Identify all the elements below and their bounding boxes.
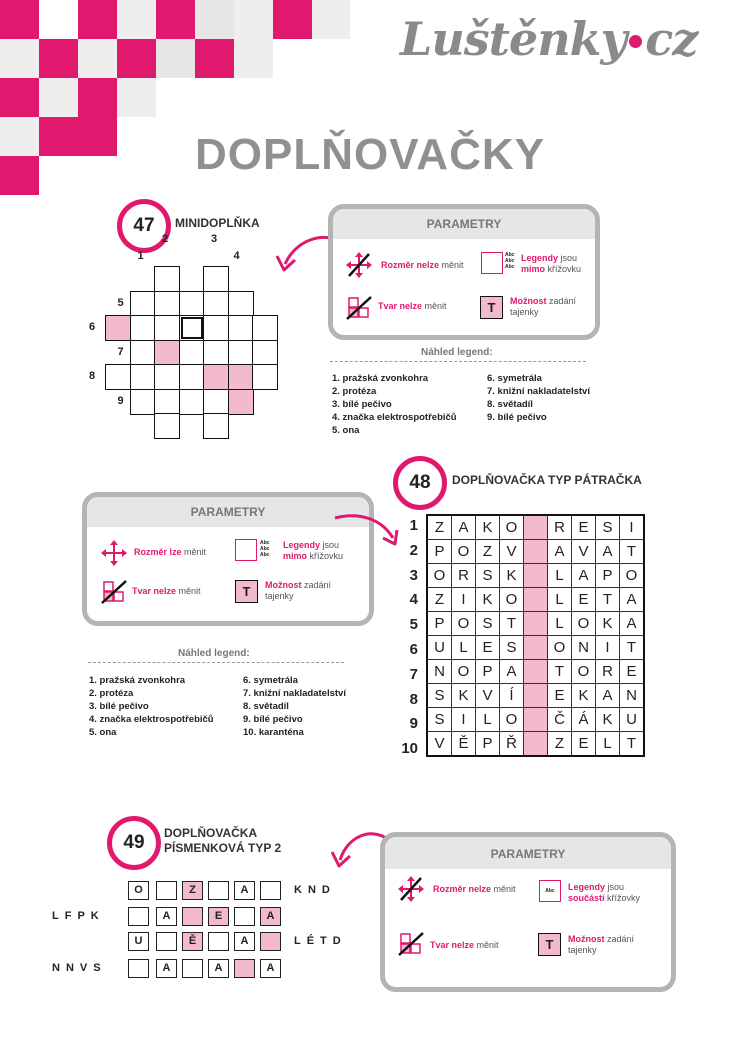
clue-number: 5 (117, 296, 124, 309)
grid-cell[interactable] (154, 291, 180, 317)
left-letters: LFPK (52, 910, 105, 922)
letter-box[interactable] (128, 932, 149, 951)
puzzle-48-number: 48 (393, 456, 447, 510)
row-number: 2 (409, 541, 418, 559)
letter-cell[interactable] (524, 515, 548, 540)
no-resize-icon (346, 252, 372, 278)
grid-cell[interactable] (130, 291, 156, 317)
param-shape: Tvar nelze měnit (430, 940, 499, 950)
letter-cell[interactable] (524, 660, 548, 684)
checker-square (0, 78, 39, 117)
brand-logo: Luštěnky cz (400, 12, 698, 66)
checker-square (234, 0, 273, 39)
checker-square (0, 39, 39, 78)
letter-cell[interactable]: P (427, 612, 452, 636)
box-letter: U (134, 935, 143, 947)
letter-cell[interactable] (524, 708, 548, 732)
letter-cell[interactable]: K (596, 612, 620, 636)
letter-box[interactable] (208, 932, 229, 951)
row-number: 4 (409, 591, 418, 609)
letter-cell[interactable]: S (476, 564, 500, 588)
letter-cell[interactable]: A (500, 660, 524, 684)
legend-item: 4. značka elektrospotřebičů (89, 714, 214, 725)
letter-cell[interactable]: E (572, 732, 596, 757)
checker-square (0, 0, 39, 39)
letter-box[interactable] (260, 932, 281, 951)
letter-cell[interactable]: T (548, 660, 572, 684)
grid-cell[interactable] (179, 340, 205, 366)
letter-box[interactable] (182, 907, 203, 926)
letter-cell[interactable]: V (476, 684, 500, 708)
letter-cell[interactable]: E (572, 588, 596, 612)
parameters-heading: PARAMETRY (333, 209, 595, 239)
letter-cell[interactable]: O (452, 612, 476, 636)
letter-cell[interactable]: E (572, 515, 596, 540)
letter-cell[interactable] (524, 588, 548, 612)
letter-cell[interactable]: P (476, 732, 500, 757)
box-letter: Z (189, 884, 196, 896)
box-letter: A (266, 962, 275, 974)
letter-cell[interactable]: I (452, 708, 476, 732)
letter-cell[interactable]: P (427, 540, 452, 564)
checker-square (78, 39, 117, 78)
letter-cell[interactable]: V (572, 540, 596, 564)
checker-square (156, 39, 195, 78)
letter-box[interactable] (128, 907, 149, 926)
letter-box[interactable] (234, 932, 255, 951)
letter-cell[interactable]: Á (572, 708, 596, 732)
letter-cell[interactable]: V (500, 540, 524, 564)
checker-square (39, 39, 78, 78)
letter-cell[interactable]: T (620, 540, 645, 564)
grid-cell[interactable] (228, 364, 254, 390)
legend-outside-icon (481, 252, 503, 274)
letter-box[interactable] (182, 959, 203, 978)
letter-cell[interactable]: A (596, 684, 620, 708)
letter-cell[interactable]: S (596, 515, 620, 540)
legend-preview-heading: Náhled legend: (178, 648, 250, 659)
letter-cell[interactable]: N (427, 660, 452, 684)
legend-item: 7. knižní nakladatelství (487, 386, 590, 397)
page-title: DOPLŇOVAČKY (195, 130, 545, 179)
letter-cell[interactable]: A (620, 612, 645, 636)
grid-cell[interactable] (130, 315, 156, 341)
letter-box[interactable] (208, 881, 229, 900)
param-shape: Tvar nelze měnit (378, 301, 447, 311)
letter-cell[interactable]: O (452, 540, 476, 564)
grid-cell[interactable] (130, 389, 156, 415)
clue-number: 3 (211, 233, 218, 245)
letter-box[interactable] (182, 932, 203, 951)
box-letter: A (240, 884, 249, 896)
grid-cell[interactable] (203, 413, 229, 439)
right-letters: KND (294, 884, 336, 896)
grid-cell[interactable] (203, 266, 229, 292)
legend-item: 5. ona (332, 425, 360, 436)
grid-cell[interactable] (154, 364, 180, 390)
letter-cell[interactable]: K (572, 684, 596, 708)
letter-cell[interactable]: A (572, 564, 596, 588)
table-row (427, 564, 644, 588)
letter-cell[interactable]: A (452, 515, 476, 540)
grid-cell[interactable] (252, 364, 278, 390)
letter-cell[interactable]: O (500, 515, 524, 540)
letter-box[interactable] (156, 932, 177, 951)
grid-cell[interactable] (203, 291, 229, 317)
table-row (427, 732, 644, 757)
row-number: 1 (409, 517, 418, 534)
param-legend: Legendy jsou mimo křížovku (521, 253, 582, 274)
letter-cell[interactable]: S (500, 636, 524, 660)
row-number: 7 (409, 665, 418, 683)
legend-list-left (332, 372, 457, 437)
table-row (427, 588, 644, 612)
letter-cell[interactable]: A (620, 588, 645, 612)
row-number: 5 (409, 616, 418, 634)
letter-cell[interactable] (524, 732, 548, 757)
letter-cell[interactable]: V (427, 732, 452, 757)
letter-cell[interactable]: L (548, 588, 572, 612)
checker-square (117, 78, 156, 117)
letter-cell[interactable]: I (452, 588, 476, 612)
letter-cell[interactable]: T (620, 732, 645, 757)
grid-cell[interactable] (130, 364, 156, 390)
secret-t-icon: T (538, 933, 561, 956)
param-legend: Legendy jsou mimo křížovku (283, 540, 344, 561)
grid-cell[interactable] (252, 315, 278, 341)
letter-box[interactable] (182, 881, 203, 900)
legend-item: 3. bílé pečivo (89, 701, 149, 712)
letter-cell[interactable]: Z (427, 588, 452, 612)
grid-cell[interactable] (154, 340, 180, 366)
letter-cell[interactable]: P (596, 564, 620, 588)
letter-cell[interactable]: O (572, 612, 596, 636)
letter-cell[interactable]: K (596, 708, 620, 732)
param-secret: Možnost zadání tajenky (265, 580, 332, 601)
param-secret: Možnost zadání tajenky (568, 934, 635, 955)
letter-cell[interactable]: I (620, 515, 645, 540)
param-secret: Možnost zadání tajenky (510, 296, 577, 317)
no-shape-change-icon (101, 580, 127, 604)
legend-item: 2. protéza (89, 688, 134, 699)
parameters-heading: PARAMETRY (385, 837, 671, 869)
clue-number: 9 (117, 394, 124, 407)
table-row (427, 515, 644, 540)
box-letter: A (162, 910, 171, 922)
letter-cell[interactable]: T (596, 588, 620, 612)
box-letter: A (162, 962, 171, 974)
letter-box[interactable] (260, 907, 281, 926)
grid-block (181, 317, 203, 339)
grid-cell[interactable] (154, 389, 180, 415)
letter-cell[interactable]: O (500, 708, 524, 732)
letter-cell[interactable]: T (500, 612, 524, 636)
puzzle-49-title: DOPLŇOVAČKA PÍSMENKOVÁ TYP 2 (164, 826, 282, 855)
puzzle-49-number: 49 (107, 816, 161, 870)
letter-cell[interactable]: L (548, 612, 572, 636)
box-letter: A (214, 962, 223, 974)
puzzle-48-title: DOPLŇOVAČKA TYP PÁTRAČKA (452, 473, 642, 487)
param-resize: Rozměr lze měnit (134, 547, 207, 557)
letter-cell[interactable] (524, 612, 548, 636)
letter-cell[interactable]: L (596, 732, 620, 757)
letter-cell[interactable]: O (452, 660, 476, 684)
legend-item: 3. bílé pečivo (332, 399, 392, 410)
puzzle-47-number: 47 (117, 199, 171, 253)
checker-square (312, 0, 350, 39)
letter-cell[interactable]: R (596, 660, 620, 684)
grid-cell[interactable] (154, 315, 180, 341)
letter-box[interactable] (156, 907, 177, 926)
checker-square (117, 0, 156, 39)
row-number: 8 (409, 690, 418, 708)
letter-cell[interactable] (524, 636, 548, 660)
letter-cell[interactable]: S (476, 612, 500, 636)
abc-labels: Abc Abc Abc (505, 252, 515, 270)
resize-icon (101, 540, 127, 566)
grid-cell[interactable] (203, 389, 229, 415)
abc-labels: Abc Abc Abc (260, 540, 270, 558)
letter-cell[interactable] (524, 540, 548, 564)
letter-box[interactable] (208, 907, 229, 926)
letter-cell[interactable]: L (452, 636, 476, 660)
row-number: 9 (409, 715, 418, 733)
legend-list-right (487, 372, 590, 424)
grid-cell[interactable] (154, 413, 180, 439)
letter-box[interactable] (260, 959, 281, 978)
letter-cell[interactable]: Ř (500, 732, 524, 757)
letter-cell[interactable]: U (427, 636, 452, 660)
letter-cell[interactable] (524, 564, 548, 588)
parameters-heading: PARAMETRY (87, 497, 369, 527)
box-letter: O (134, 884, 143, 896)
table-row (427, 540, 644, 564)
param-shape: Tvar nelze měnit (132, 586, 201, 596)
grid-cell[interactable] (252, 340, 278, 366)
no-shape-change-icon (398, 932, 424, 956)
letter-box[interactable] (234, 959, 255, 978)
table-row (427, 612, 644, 636)
clue-number: 8 (89, 370, 96, 382)
legend-item: 2. protéza (332, 386, 377, 397)
legend-item: 5. ona (89, 727, 117, 738)
checker-square (78, 0, 117, 39)
letter-cell[interactable]: Z (548, 732, 572, 757)
letter-cell[interactable]: P (476, 660, 500, 684)
grid-cell[interactable] (203, 315, 229, 341)
letter-cell[interactable]: E (476, 636, 500, 660)
clue-number: 4 (233, 249, 240, 262)
letter-cell[interactable]: T (620, 636, 645, 660)
letter-cell[interactable]: O (572, 660, 596, 684)
letter-cell[interactable]: E (548, 684, 572, 708)
letter-cell[interactable]: E (620, 660, 645, 684)
letter-cell[interactable]: K (500, 564, 524, 588)
checker-square (78, 78, 117, 117)
no-shape-change-icon (346, 296, 372, 320)
letter-box[interactable] (128, 881, 149, 900)
legend-item: 9. bílé pečivo (487, 412, 547, 423)
param-resize: Rozměr nelze měnit (381, 260, 464, 270)
letter-box[interactable] (128, 959, 149, 978)
secret-t-icon: T (480, 296, 503, 319)
box-letter: Ě (188, 935, 197, 947)
letter-box[interactable] (208, 959, 229, 978)
no-resize-icon (398, 876, 424, 902)
legend-item: 10. karanténa (243, 727, 304, 738)
checker-square (195, 0, 234, 39)
grid-cell[interactable] (228, 389, 254, 415)
arrow-icon (333, 508, 401, 548)
letter-cell[interactable]: O (427, 564, 452, 588)
legend-list-left (89, 674, 214, 739)
letter-cell[interactable]: Č (548, 708, 572, 732)
table-row (427, 660, 644, 684)
letter-cell[interactable]: K (476, 588, 500, 612)
table-row (427, 708, 644, 732)
grid-cell[interactable] (154, 266, 180, 292)
checker-square (117, 39, 156, 78)
grid-cell[interactable] (105, 315, 131, 341)
legend-item: 6. symetrála (243, 675, 298, 686)
table-row (427, 684, 644, 708)
letter-cell[interactable]: S (427, 684, 452, 708)
table-row (427, 636, 644, 660)
legend-item: 9. bílé pečivo (243, 714, 303, 725)
letter-cell[interactable]: I (596, 636, 620, 660)
param-legend: Legendy jsou součástí křížovky (568, 882, 641, 903)
letter-cell[interactable]: O (500, 588, 524, 612)
box-letter: A (266, 910, 275, 922)
letter-cell[interactable]: U (620, 708, 645, 732)
letter-cell[interactable]: S (427, 708, 452, 732)
letter-cell[interactable]: N (572, 636, 596, 660)
secret-t-icon: T (235, 580, 258, 603)
param-resize: Rozměr nelze měnit (433, 884, 516, 894)
legend-item: 8. světadíl (487, 399, 533, 410)
puzzle-49-parameters (380, 832, 676, 992)
patracka-table (426, 514, 645, 757)
letter-cell[interactable]: K (452, 684, 476, 708)
legend-item: 1. pražská zvonkohra (332, 373, 429, 384)
row-number: 6 (409, 641, 418, 658)
checker-square (39, 0, 78, 39)
letter-cell[interactable]: Z (476, 540, 500, 564)
legend-item: 1. pražská zvonkohra (89, 675, 186, 686)
right-letters: LÉTD (294, 935, 347, 947)
letter-cell[interactable]: L (548, 564, 572, 588)
letter-cell[interactable]: A (548, 540, 572, 564)
legend-item: 7. knižní nakladatelství (243, 688, 346, 699)
puzzle-47-title: MINIDOPLŇKA (175, 216, 260, 230)
letter-cell[interactable]: O (620, 564, 645, 588)
letter-cell[interactable]: R (452, 564, 476, 588)
letter-box[interactable] (234, 907, 255, 926)
left-letters: NNVS (52, 962, 107, 974)
grid-cell[interactable] (179, 364, 205, 390)
letter-box[interactable] (156, 881, 177, 900)
divider (330, 361, 586, 362)
grid-cell[interactable] (203, 340, 229, 366)
letter-cell[interactable]: K (476, 515, 500, 540)
checker-square (195, 39, 234, 78)
grid-cell[interactable] (228, 291, 254, 317)
letter-cell[interactable]: L (476, 708, 500, 732)
clue-number: 1 (137, 249, 144, 262)
grid-cell[interactable] (130, 340, 156, 366)
row-number: 3 (409, 566, 418, 584)
letter-cell[interactable]: N (620, 684, 645, 708)
legend-preview-heading: Náhled legend: (421, 347, 493, 358)
letter-cell[interactable]: R (548, 515, 572, 540)
clue-number: 2 (162, 233, 169, 245)
box-letter: A (240, 935, 249, 947)
letter-box[interactable] (234, 881, 255, 900)
letter-cell[interactable]: Í (500, 684, 524, 708)
legend-item: 8. světadíl (243, 701, 289, 712)
legend-item: 4. značka elektrospotřebičů (332, 412, 457, 423)
letter-cell[interactable]: Ě (452, 732, 476, 757)
checker-square (234, 39, 273, 78)
grid-cell[interactable] (105, 364, 131, 390)
legend-outside-icon (235, 539, 257, 561)
letter-cell[interactable] (524, 684, 548, 708)
legend-inside-icon: Abc (539, 880, 561, 902)
clue-number: 7 (117, 345, 124, 358)
letter-cell[interactable]: A (596, 540, 620, 564)
letter-box[interactable] (260, 881, 281, 900)
checker-square (273, 0, 312, 39)
clue-number: 6 (89, 321, 96, 333)
grid-cell[interactable] (179, 389, 205, 415)
grid-cell[interactable] (228, 315, 254, 341)
box-letter: E (214, 910, 223, 922)
checker-square (156, 0, 195, 39)
checker-square (39, 78, 78, 117)
grid-cell[interactable] (228, 340, 254, 366)
grid-cell[interactable] (203, 364, 229, 390)
letter-box[interactable] (156, 959, 177, 978)
divider (88, 662, 344, 663)
grid-cell[interactable] (179, 291, 205, 317)
row-number: 10 (401, 740, 418, 758)
letter-cell[interactable]: O (548, 636, 572, 660)
letter-cell[interactable]: Z (427, 515, 452, 540)
legend-list-right (243, 674, 346, 739)
legend-item: 6. symetrála (487, 373, 542, 384)
